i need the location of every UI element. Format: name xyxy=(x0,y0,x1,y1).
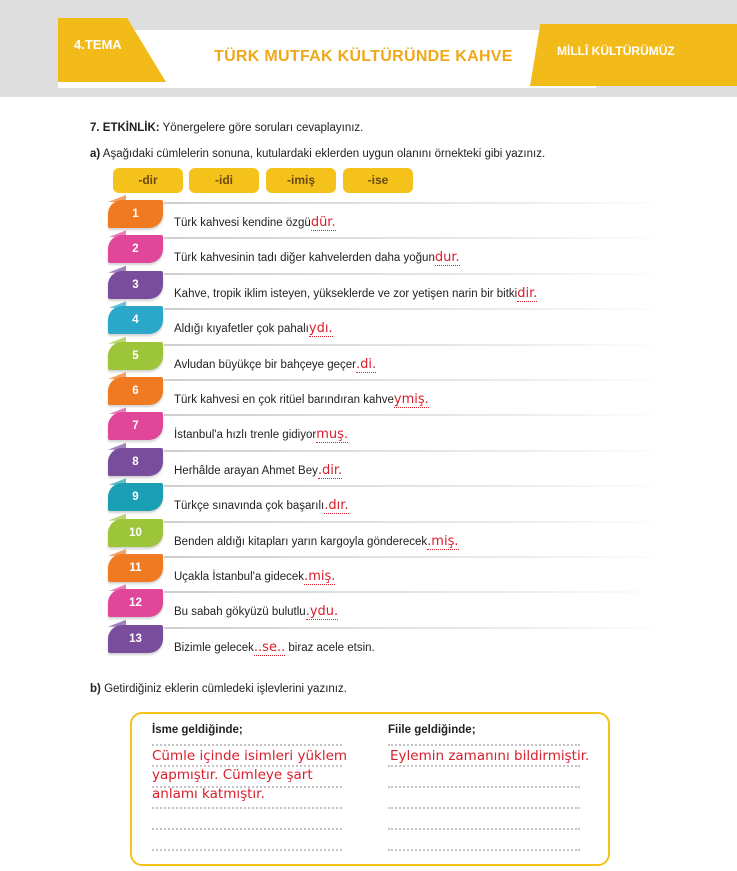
part-b-label: b) xyxy=(90,683,101,695)
exercise-row xyxy=(108,377,668,411)
handwritten-suffix-answer[interactable]: dür. xyxy=(310,215,336,230)
handwritten-suffix-answer[interactable]: .dır. xyxy=(324,498,349,514)
suffix-box-imis: -imiş xyxy=(266,168,336,193)
row-divider xyxy=(164,485,668,487)
sentence-text: Türk kahvesi kendine özgü xyxy=(174,217,311,229)
exercise-sentence xyxy=(174,427,348,442)
number-badge: 2 xyxy=(108,235,163,263)
sentence-continuation: biraz acele etsin. xyxy=(285,641,375,654)
handwritten-suffix-answer[interactable]: .dir. xyxy=(317,462,343,478)
number-badge: 1 xyxy=(108,200,163,228)
exercise-sentence xyxy=(174,604,338,619)
answer-box xyxy=(130,712,610,866)
theme-label: MİLLÎ KÜLTÜRÜMÜZ xyxy=(557,44,675,58)
exercise-sentence xyxy=(174,250,460,265)
exercise-row xyxy=(108,589,668,623)
handwritten-suffix-answer[interactable]: .ydu. xyxy=(305,604,339,620)
row-divider xyxy=(164,237,668,239)
sentence-text: İstanbul'a hızlı trenle gidiyor xyxy=(174,429,317,442)
verb-answer-line[interactable] xyxy=(388,786,580,788)
handwritten-suffix-answer[interactable]: ..se.. xyxy=(253,639,286,655)
row-divider xyxy=(164,379,668,381)
sentence-text: Benden aldığı kitapları yarın kargoyla gönderecek xyxy=(174,535,428,548)
number-badge: 4 xyxy=(108,306,163,334)
exercise-row xyxy=(108,483,668,517)
exercise-row xyxy=(108,412,668,446)
number-badge: 9 xyxy=(108,483,163,511)
handwritten-suffix-answer[interactable]: ydı. xyxy=(308,321,333,337)
page-title: TÜRK MUTFAK KÜLTÜRÜNDE KAHVE xyxy=(214,48,513,65)
sentence-text: Aldığı kıyafetler çok pahalı xyxy=(174,323,309,336)
handwritten-suffix-answer[interactable]: ymiş. xyxy=(393,392,429,407)
exercise-sentence xyxy=(174,569,335,584)
suffix-box-idi: -idi xyxy=(189,168,259,193)
sentence-text: Türk kahvesinin tadı diğer kahvelerden daha yoğun xyxy=(174,252,435,265)
sentence-text: Uçakla İstanbul'a gidecek xyxy=(174,571,305,583)
sentence-text: Herhâlde arayan Ahmet Bey xyxy=(174,464,318,477)
row-divider xyxy=(164,521,668,523)
row-divider xyxy=(164,556,668,558)
activity-number: 7. ETKİNLİK: xyxy=(90,122,160,134)
handwritten-suffix-answer[interactable]: .miş. xyxy=(304,569,336,584)
handwritten-suffix-answer[interactable]: muş. xyxy=(316,427,349,443)
exercise-sentence xyxy=(174,286,537,301)
exercise-sentence xyxy=(174,215,336,230)
sentence-text: Bu sabah gökyüzü bulutlu xyxy=(174,606,306,619)
verb-answer-line[interactable] xyxy=(388,828,580,830)
noun-answer-line[interactable] xyxy=(152,849,342,851)
exercise-sentence xyxy=(174,640,375,655)
unit-label: 4.TEMA xyxy=(74,37,122,52)
row-divider xyxy=(164,308,668,310)
suffix-box-dir: -dir xyxy=(113,168,183,193)
row-divider xyxy=(164,591,668,593)
noun-answer-text-2: yapmıştır. Cümleye şart xyxy=(152,767,313,783)
exercise-row xyxy=(108,271,668,305)
part-a-instruction xyxy=(90,148,545,160)
noun-answer-line[interactable] xyxy=(152,828,342,830)
exercise-row xyxy=(108,342,668,376)
exercise-sentence xyxy=(174,463,342,478)
row-divider xyxy=(164,202,668,204)
exercise-row xyxy=(108,200,668,234)
activity-text: Yönergelere göre soruları cevaplayınız. xyxy=(162,122,364,134)
exercise-row xyxy=(108,519,668,553)
part-b-text: Getirdiğiniz eklerin cümledeki işlevlerini yazınız. xyxy=(104,683,347,695)
number-badge: 6 xyxy=(108,377,163,405)
part-a-label: a) xyxy=(90,148,101,160)
number-badge: 13 xyxy=(108,625,163,653)
verb-answer-line[interactable] xyxy=(388,744,580,746)
exercise-sentence xyxy=(174,534,459,549)
noun-answer-line[interactable] xyxy=(152,807,342,809)
number-badge: 10 xyxy=(108,519,163,547)
sentence-text: Avludan büyükçe bir bahçeye geçer xyxy=(174,358,356,371)
verb-heading: Fiile geldiğinde; xyxy=(388,724,476,736)
exercise-row xyxy=(108,448,668,482)
page-header xyxy=(0,0,737,97)
exercise-row xyxy=(108,554,668,588)
noun-heading: İsme geldiğinde; xyxy=(152,724,243,736)
exercise-sentence xyxy=(174,498,349,513)
exercise-sentence xyxy=(174,392,429,407)
noun-answer-text-1: Cümle içinde isimleri yüklem xyxy=(152,748,348,764)
sentence-text: Türk kahvesi en çok ritüel barındıran kahve xyxy=(174,394,394,406)
sentence-text: Bizimle gelecek xyxy=(174,641,254,654)
number-badge: 7 xyxy=(108,412,163,440)
noun-handwritten-answer xyxy=(152,747,347,804)
exercise-row xyxy=(108,306,668,340)
number-badge: 12 xyxy=(108,589,163,617)
row-divider xyxy=(164,627,668,629)
handwritten-suffix-answer[interactable]: .di. xyxy=(356,356,377,372)
noun-answer-text-3: anlamı katmıştır. xyxy=(152,786,265,802)
row-divider xyxy=(164,414,668,416)
row-divider xyxy=(164,273,668,275)
verb-handwritten-answer xyxy=(390,747,589,766)
handwritten-suffix-answer[interactable]: .miş. xyxy=(427,533,459,549)
handwritten-suffix-answer[interactable]: dir. xyxy=(517,285,538,301)
number-badge: 11 xyxy=(108,554,163,582)
exercise-row xyxy=(108,625,668,659)
row-divider xyxy=(164,344,668,346)
verb-answer-text-1: Eylemin zamanını bildirmiştir. xyxy=(390,748,590,764)
number-badge: 8 xyxy=(108,448,163,476)
sentence-text: Türkçe sınavında çok başarılı xyxy=(174,500,325,513)
part-b-instruction xyxy=(90,683,347,695)
verb-answer-line[interactable] xyxy=(388,807,580,809)
exercise-sentence xyxy=(174,357,376,372)
part-a-text: Aşağıdaki cümlelerin sonuna, kutulardaki eklerden uygun olanını örnekteki gibi yazınız. xyxy=(102,148,546,160)
activity-instruction xyxy=(90,122,363,134)
noun-answer-line[interactable] xyxy=(152,744,342,746)
sentence-text: Kahve, tropik iklim isteyen, yükseklerde ve zor yetişen narin bir bitki xyxy=(174,287,518,300)
number-badge: 5 xyxy=(108,342,163,370)
row-divider xyxy=(164,450,668,452)
handwritten-suffix-answer[interactable]: dur. xyxy=(434,250,460,266)
exercise-row xyxy=(108,235,668,269)
exercise-sentence xyxy=(174,321,333,336)
number-badge: 3 xyxy=(108,271,163,299)
suffix-box-ise: -ise xyxy=(343,168,413,193)
verb-answer-line[interactable] xyxy=(388,849,580,851)
